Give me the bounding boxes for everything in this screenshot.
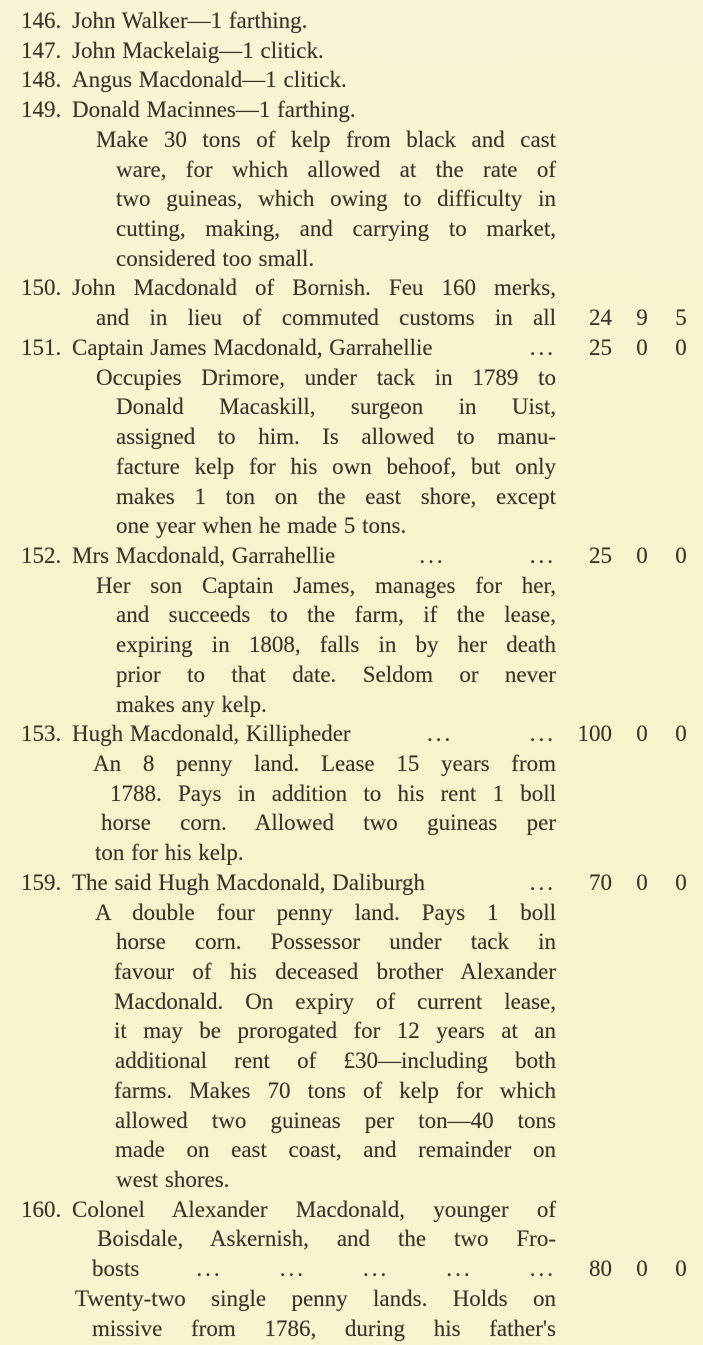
entry-text: makes any kelp. xyxy=(116,691,267,717)
amount-shillings: 0 xyxy=(636,334,648,360)
entry-text: expiring in 1808, falls in by her death xyxy=(116,632,556,658)
ledger-line xyxy=(0,630,703,660)
ledger-line xyxy=(0,1106,703,1136)
ledger-line xyxy=(0,1135,703,1165)
entry-text: John Mackelaig—1 clitick. xyxy=(72,37,324,63)
amount-pounds: 70 xyxy=(589,869,612,895)
entry-text: cutting, making, and carrying to market, xyxy=(116,216,556,242)
entry-number: 146. xyxy=(21,8,62,33)
entry-text: bosts xyxy=(92,1256,140,1282)
entry-text: ton for his kelp. xyxy=(95,840,244,866)
entry-text: considered too small. xyxy=(116,245,315,271)
amount-pence: 5 xyxy=(675,305,687,331)
ledger-line xyxy=(0,779,703,809)
amount-shillings: 0 xyxy=(636,869,648,895)
dot-leader: ... xyxy=(419,542,446,568)
ledger-line xyxy=(0,808,703,838)
entry-text: two guineas, which owing to difficulty in xyxy=(116,186,556,212)
entry-number: 147. xyxy=(21,37,62,63)
ledger-entry xyxy=(0,273,703,332)
ledger-line xyxy=(0,65,703,95)
amount-pence: 0 xyxy=(675,721,687,747)
ledger-entry xyxy=(0,65,703,95)
ledger-line xyxy=(0,868,703,898)
dot-leader: ... xyxy=(529,869,556,895)
ledger-line xyxy=(0,125,703,155)
ledger-line xyxy=(0,95,703,125)
ledger-line xyxy=(0,452,703,482)
amount-pounds: 24 xyxy=(589,305,612,331)
ledger-line xyxy=(0,1016,703,1046)
ledger-line xyxy=(0,1195,703,1225)
entry-number: 150. xyxy=(21,275,62,301)
ledger-line xyxy=(0,184,703,214)
ledger-line xyxy=(0,422,703,452)
amount-pounds: 25 xyxy=(589,542,612,568)
ledger-line xyxy=(0,927,703,957)
entry-number: 160. xyxy=(21,1196,62,1222)
entry-text: west shores. xyxy=(116,1167,230,1193)
dot-leader: ... xyxy=(196,1256,223,1282)
ledger-line xyxy=(0,511,703,541)
ledger-line xyxy=(0,1046,703,1076)
ledger-line xyxy=(0,690,703,720)
ledger-line xyxy=(0,1284,703,1314)
entry-text: John Macdonald of Bornish. Feu 160 merks, xyxy=(72,275,556,301)
entry-text: Macdonald. On expiry of current lease, xyxy=(114,988,556,1014)
ledger-line xyxy=(0,273,703,303)
entry-text: made on east coast, and remainder on xyxy=(115,1137,556,1163)
ledger-line xyxy=(0,482,703,512)
ledger-line xyxy=(0,244,703,274)
dot-leader: ... xyxy=(446,1256,473,1282)
entry-text: Her son Captain James, manages for her, xyxy=(96,572,556,598)
entry-text: it may be prorogated for 12 years at an xyxy=(114,1018,556,1044)
entry-text: Hugh Macdonald, Killipheder xyxy=(72,721,351,747)
amount-shillings: 0 xyxy=(636,721,648,747)
ledger-line xyxy=(0,6,703,36)
entry-text: 1788. Pays in addition to his rent 1 boll xyxy=(110,780,556,806)
ledger-line xyxy=(0,214,703,244)
ledger-line xyxy=(0,1254,703,1284)
ledger-entry xyxy=(0,1195,703,1344)
dot-leader: ... xyxy=(529,721,556,747)
entry-text: horse corn. Possessor under tack in xyxy=(116,929,556,955)
entry-text: Captain James Macdonald, Garrahellie xyxy=(72,334,433,360)
ledger-line xyxy=(0,333,703,363)
entry-text: and succeeds to the farm, if the lease, xyxy=(116,602,556,628)
ledger-entry xyxy=(0,541,703,719)
ledger-entry xyxy=(0,6,703,36)
entry-text: Donald Macaskill, surgeon in Uist, xyxy=(116,394,556,420)
ledger-line xyxy=(0,36,703,66)
amount-pence: 0 xyxy=(675,1256,687,1282)
entry-text: A double four penny land. Pays 1 boll xyxy=(95,899,556,925)
ledger-entry xyxy=(0,333,703,541)
entry-number: 159. xyxy=(21,869,62,895)
entry-text: facture kelp for his own behoof, but only xyxy=(116,453,556,479)
ledger-line xyxy=(0,1165,703,1195)
ledger-entry xyxy=(0,719,703,868)
amount-pence: 0 xyxy=(675,334,687,360)
amount-pence: 0 xyxy=(675,542,687,568)
ledger-line xyxy=(0,541,703,571)
amount-pounds: 80 xyxy=(589,1256,612,1282)
ledger-line xyxy=(0,987,703,1017)
entry-number: 148. xyxy=(21,67,62,93)
entry-text: ware, for which allowed at the rate of xyxy=(116,156,556,182)
entry-text: Twenty-two single penny lands. Holds on xyxy=(75,1285,556,1311)
ledger-line xyxy=(0,957,703,987)
ledger-line xyxy=(0,898,703,928)
dot-leader: ... xyxy=(529,542,556,568)
amount-shillings: 0 xyxy=(636,542,648,568)
ledger-line xyxy=(0,600,703,630)
ledger-line xyxy=(0,1076,703,1106)
amount-pounds: 25 xyxy=(589,334,612,360)
ledger-entry xyxy=(0,36,703,66)
ledger xyxy=(0,6,703,1343)
entry-text: and in lieu of commuted customs in all xyxy=(96,305,556,331)
entry-text: additional rent of £30—including both xyxy=(115,1048,556,1074)
dot-leader: ... xyxy=(427,721,454,747)
dot-leader: ... xyxy=(279,1256,306,1282)
entry-text: favour of his deceased brother Alexander xyxy=(114,959,556,984)
dot-leader: ... xyxy=(529,1256,556,1282)
ledger-line xyxy=(0,1224,703,1254)
entry-text: Occupies Drimore, under tack in 1789 to xyxy=(96,364,556,390)
entry-text: assigned to him. Is allowed to manu- xyxy=(116,424,556,450)
ledger-line xyxy=(0,1314,703,1344)
ledger-line xyxy=(0,660,703,690)
entry-text: Mrs Macdonald, Garrahellie xyxy=(72,542,336,568)
amount-pence: 0 xyxy=(675,869,687,895)
ledger-line xyxy=(0,571,703,601)
entry-text: horse corn. Allowed two guineas per xyxy=(101,810,556,836)
ledger-entry xyxy=(0,868,703,1195)
entry-text: makes 1 ton on the east shore, except xyxy=(116,483,556,509)
entry-text: John Walker—1 farthing. xyxy=(72,8,308,33)
entry-text: Donald Macinnes—1 farthing. xyxy=(72,97,356,123)
dot-leader: ... xyxy=(529,334,556,360)
ledger-line xyxy=(0,303,703,333)
entry-text: prior to that date. Seldom or never xyxy=(116,661,556,687)
entry-number: 153. xyxy=(21,721,62,747)
entry-text: one year when he made 5 tons. xyxy=(116,513,407,539)
dot-leader: ... xyxy=(363,1256,390,1282)
amount-pounds: 100 xyxy=(577,721,612,747)
entry-text: The said Hugh Macdonald, Daliburgh xyxy=(72,869,425,895)
amount-shillings: 0 xyxy=(636,1256,648,1282)
ledger-line xyxy=(0,392,703,422)
entry-text: missive from 1786, during his father's xyxy=(92,1315,556,1341)
entry-text: farms. Makes 70 tons of kelp for which xyxy=(114,1077,556,1103)
entry-number: 151. xyxy=(21,334,62,360)
entry-text: allowed two guineas per ton—40 tons xyxy=(115,1107,556,1133)
ledger-line xyxy=(0,155,703,185)
entry-number: 152. xyxy=(21,542,62,568)
ledger-line xyxy=(0,749,703,779)
entry-text: Colonel Alexander Macdonald, younger of xyxy=(72,1196,556,1222)
amount-shillings: 9 xyxy=(636,305,648,331)
entry-text: Make 30 tons of kelp from black and cast xyxy=(96,126,556,152)
entry-text: An 8 penny land. Lease 15 years from xyxy=(93,750,556,776)
entry-text: Angus Macdonald—1 clitick. xyxy=(72,67,347,93)
entry-text: Boisdale, Askernish, and the two Fro- xyxy=(97,1226,556,1252)
ledger-line xyxy=(0,363,703,393)
ledger-line xyxy=(0,719,703,749)
ledger-line xyxy=(0,838,703,868)
entry-number: 149. xyxy=(21,97,62,123)
ledger-entry xyxy=(0,95,703,273)
